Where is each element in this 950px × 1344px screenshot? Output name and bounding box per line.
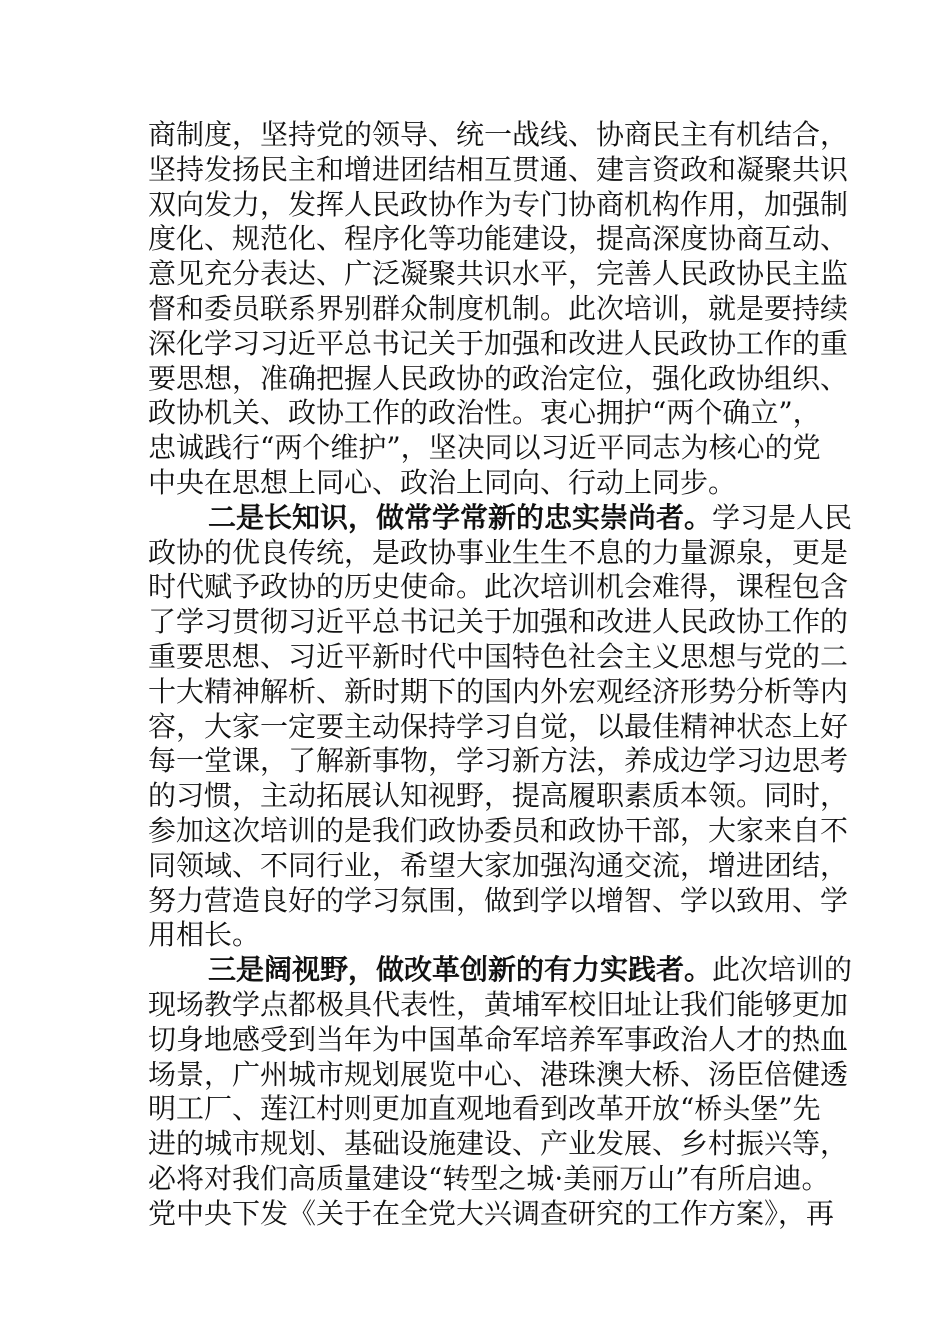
paragraph [148,118,849,501]
text-line [148,500,853,536]
line-text: 时代赋予政协的历史使命。此次培训机会难得，课程包含 [148,570,849,604]
text-line [148,326,849,362]
text-line [148,744,849,779]
line-text: 意见充分表达、广泛凝聚共识水平，完善人民政协民主监 [148,257,849,291]
line-text: 场景，广州城市规划展览中心、港珠澳大桥、汤臣倍健透 [148,1057,849,1091]
line-text: 忠诚践行“两个维护”，坚决同以习近平同志为核心的党 [148,431,821,465]
line-text: 参加这次培训的是我们政协委员和政协干部，大家来自不 [148,813,849,847]
text-line [148,361,849,397]
paragraph-lead-heading: 二是长知识，做常学常新的忠实崇尚者。 [208,500,713,534]
text-line [148,639,849,675]
line-text: 深化学习习近平总书记关于加强和改进人民政协工作的重 [148,326,849,360]
paragraph [148,953,853,1231]
line-text: 容，大家一定要主动保持学习自觉，以最佳精神状态上好 [148,709,849,743]
line-text: 的习惯，主动拓展认知视野，提高履职素质本领。同时， [148,779,849,813]
line-text: 每一堂课，了解新事物，学习新方法，养成边学习边思考 [148,744,849,778]
line-text: 政协机关、政协工作的政治性。衷心拥护“两个确立”， [148,396,821,430]
text-line [148,883,849,919]
line-text: 此次培训的 [712,953,853,987]
text-line [148,431,821,466]
line-text: 双向发力，发挥人民政协作为专门协商机构作用，加强制 [148,187,849,221]
line-text: 努力营造良好的学习氛围，做到学以增智、学以致用、学 [148,883,849,917]
line-text: 十大精神解析、新时期下的国内外宏观经济形势分析等内 [148,674,849,708]
text-line [148,1127,849,1162]
line-text: 党中央下发《关于在全党大兴调查研究的工作方案》，再 [148,1196,835,1230]
line-text: 明工厂、莲江村则更加直观地看到改革开放“桥头堡”先 [148,1092,821,1126]
text-line [148,987,849,1023]
text-line [148,152,849,188]
line-text: 必将对我们高质量建设“转型之城·美丽万山”有所启迪。 [148,1161,830,1195]
text-line [148,257,849,292]
line-text: 学习是人民 [712,500,853,534]
text-line [148,1196,835,1232]
text-line [148,779,849,814]
text-line [148,918,806,953]
paragraph [148,500,853,953]
line-text: 商制度，坚持党的领导、统一战线、协商民主有机结合， [148,118,849,151]
line-text: 督和委员联系界别群众制度机制。此次培训，就是要持续 [148,291,849,325]
text-line [148,674,849,710]
line-text: 要思想，准确把握人民政协的政治定位，强化政协组织、 [148,361,849,395]
text-line [148,570,849,605]
line-text: 重要思想、习近平新时代中国特色社会主义思想与党的二 [148,639,849,673]
line-text: 用相长。 [148,918,261,952]
line-text: 进的城市规划、基础设施建设、产业发展、乡村振兴等， [148,1127,849,1161]
line-text: 同领域、不同行业，希望大家加强沟通交流，增进团结， [148,848,849,882]
text-line [148,813,849,849]
text-line [148,291,849,327]
text-line [148,1092,821,1127]
line-text: 现场教学点都极具代表性，黄埔军校旧址让我们能够更加 [148,987,849,1021]
text-line [148,1161,830,1197]
line-text: 度化、规范化、程序化等功能建设，提高深度协商互动、 [148,222,849,256]
line-text: 了学习贯彻习近平总书记关于加强和改进人民政协工作的 [148,605,849,639]
line-text: 切身地感受到当年为中国革命军培养军事政治人才的热血 [148,1022,849,1056]
text-line [148,118,849,153]
paragraph-lead-heading: 三是阔视野，做改革创新的有力实践者。 [208,953,713,987]
text-line [148,953,853,988]
text-line [148,1022,849,1058]
text-line [148,848,849,884]
document-body [148,118,853,1232]
text-line [148,709,849,745]
line-text: 中央在思想上同心、政治上同向、行动上同步。 [148,465,737,499]
line-text: 政协的优良传统，是政协事业生生不息的力量源泉，更是 [148,535,849,569]
line-text: 坚持发扬民主和增进团结相互贯通、建言资政和凝聚共识 [148,152,849,186]
text-line [148,605,849,640]
text-line [148,466,806,501]
text-line [148,1057,849,1093]
text-line [148,535,849,571]
text-line [148,187,849,223]
text-line [148,396,821,431]
text-line [148,222,849,257]
